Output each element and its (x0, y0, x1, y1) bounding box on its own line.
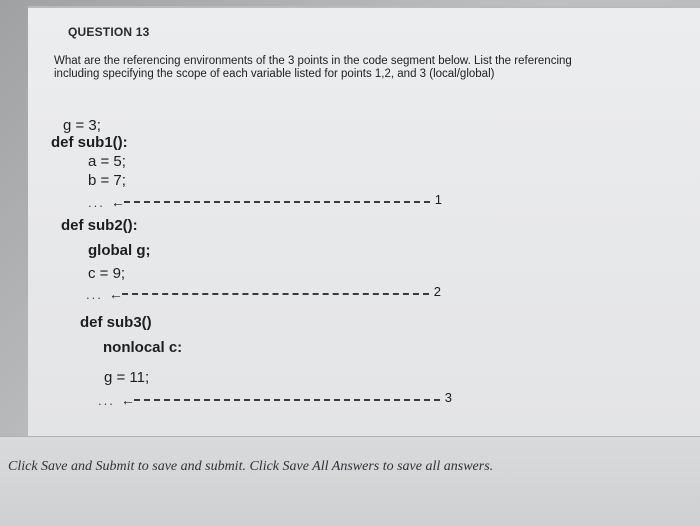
point-marker-1 (88, 192, 442, 210)
marker-dots: ... (98, 392, 115, 408)
code-line-c-assign: c = 9; (88, 265, 126, 282)
left-arrow-icon: ← (108, 286, 123, 302)
point-number: 2 (433, 284, 441, 299)
point-marker-3 (98, 390, 452, 408)
code-line-g-assign: g = 3; (63, 117, 101, 134)
code-line-nonlocal-c: nonlocal c: (103, 339, 183, 356)
question-text: What are the referencing environments of the 3 points in the code segment below. List the referencing including specifying the scope of each variable listed for points 1,2, and 3 (local/global) (54, 55, 572, 80)
marker-dots: ... (88, 194, 105, 210)
code-line-global-g: global g; (88, 242, 151, 259)
code-line-def-sub1: def sub1(): (51, 134, 128, 151)
marker-dots: ... (86, 286, 103, 302)
code-line-def-sub3: def sub3() (80, 314, 152, 331)
footer-bar (0, 436, 700, 526)
point-marker-2 (86, 284, 441, 302)
code-line-def-sub2: def sub2(): (61, 217, 138, 234)
code-line-b-assign: b = 7; (88, 172, 126, 189)
submit-instructions: Click Save and Submit to save and submit. Click Save All Answers to save all answers. (8, 459, 494, 474)
left-arrow-icon: ← (110, 194, 125, 210)
marker-dashed-line (122, 293, 429, 295)
left-arrow-icon: ← (120, 392, 135, 408)
code-line-g-reassign: g = 11; (104, 369, 150, 386)
question-title: QUESTION 13 (68, 25, 150, 39)
code-line-a-assign: a = 5; (88, 153, 126, 170)
marker-dashed-line (134, 399, 440, 401)
marker-dashed-line (124, 201, 430, 203)
point-number: 1 (434, 192, 442, 207)
point-number: 3 (444, 390, 452, 405)
